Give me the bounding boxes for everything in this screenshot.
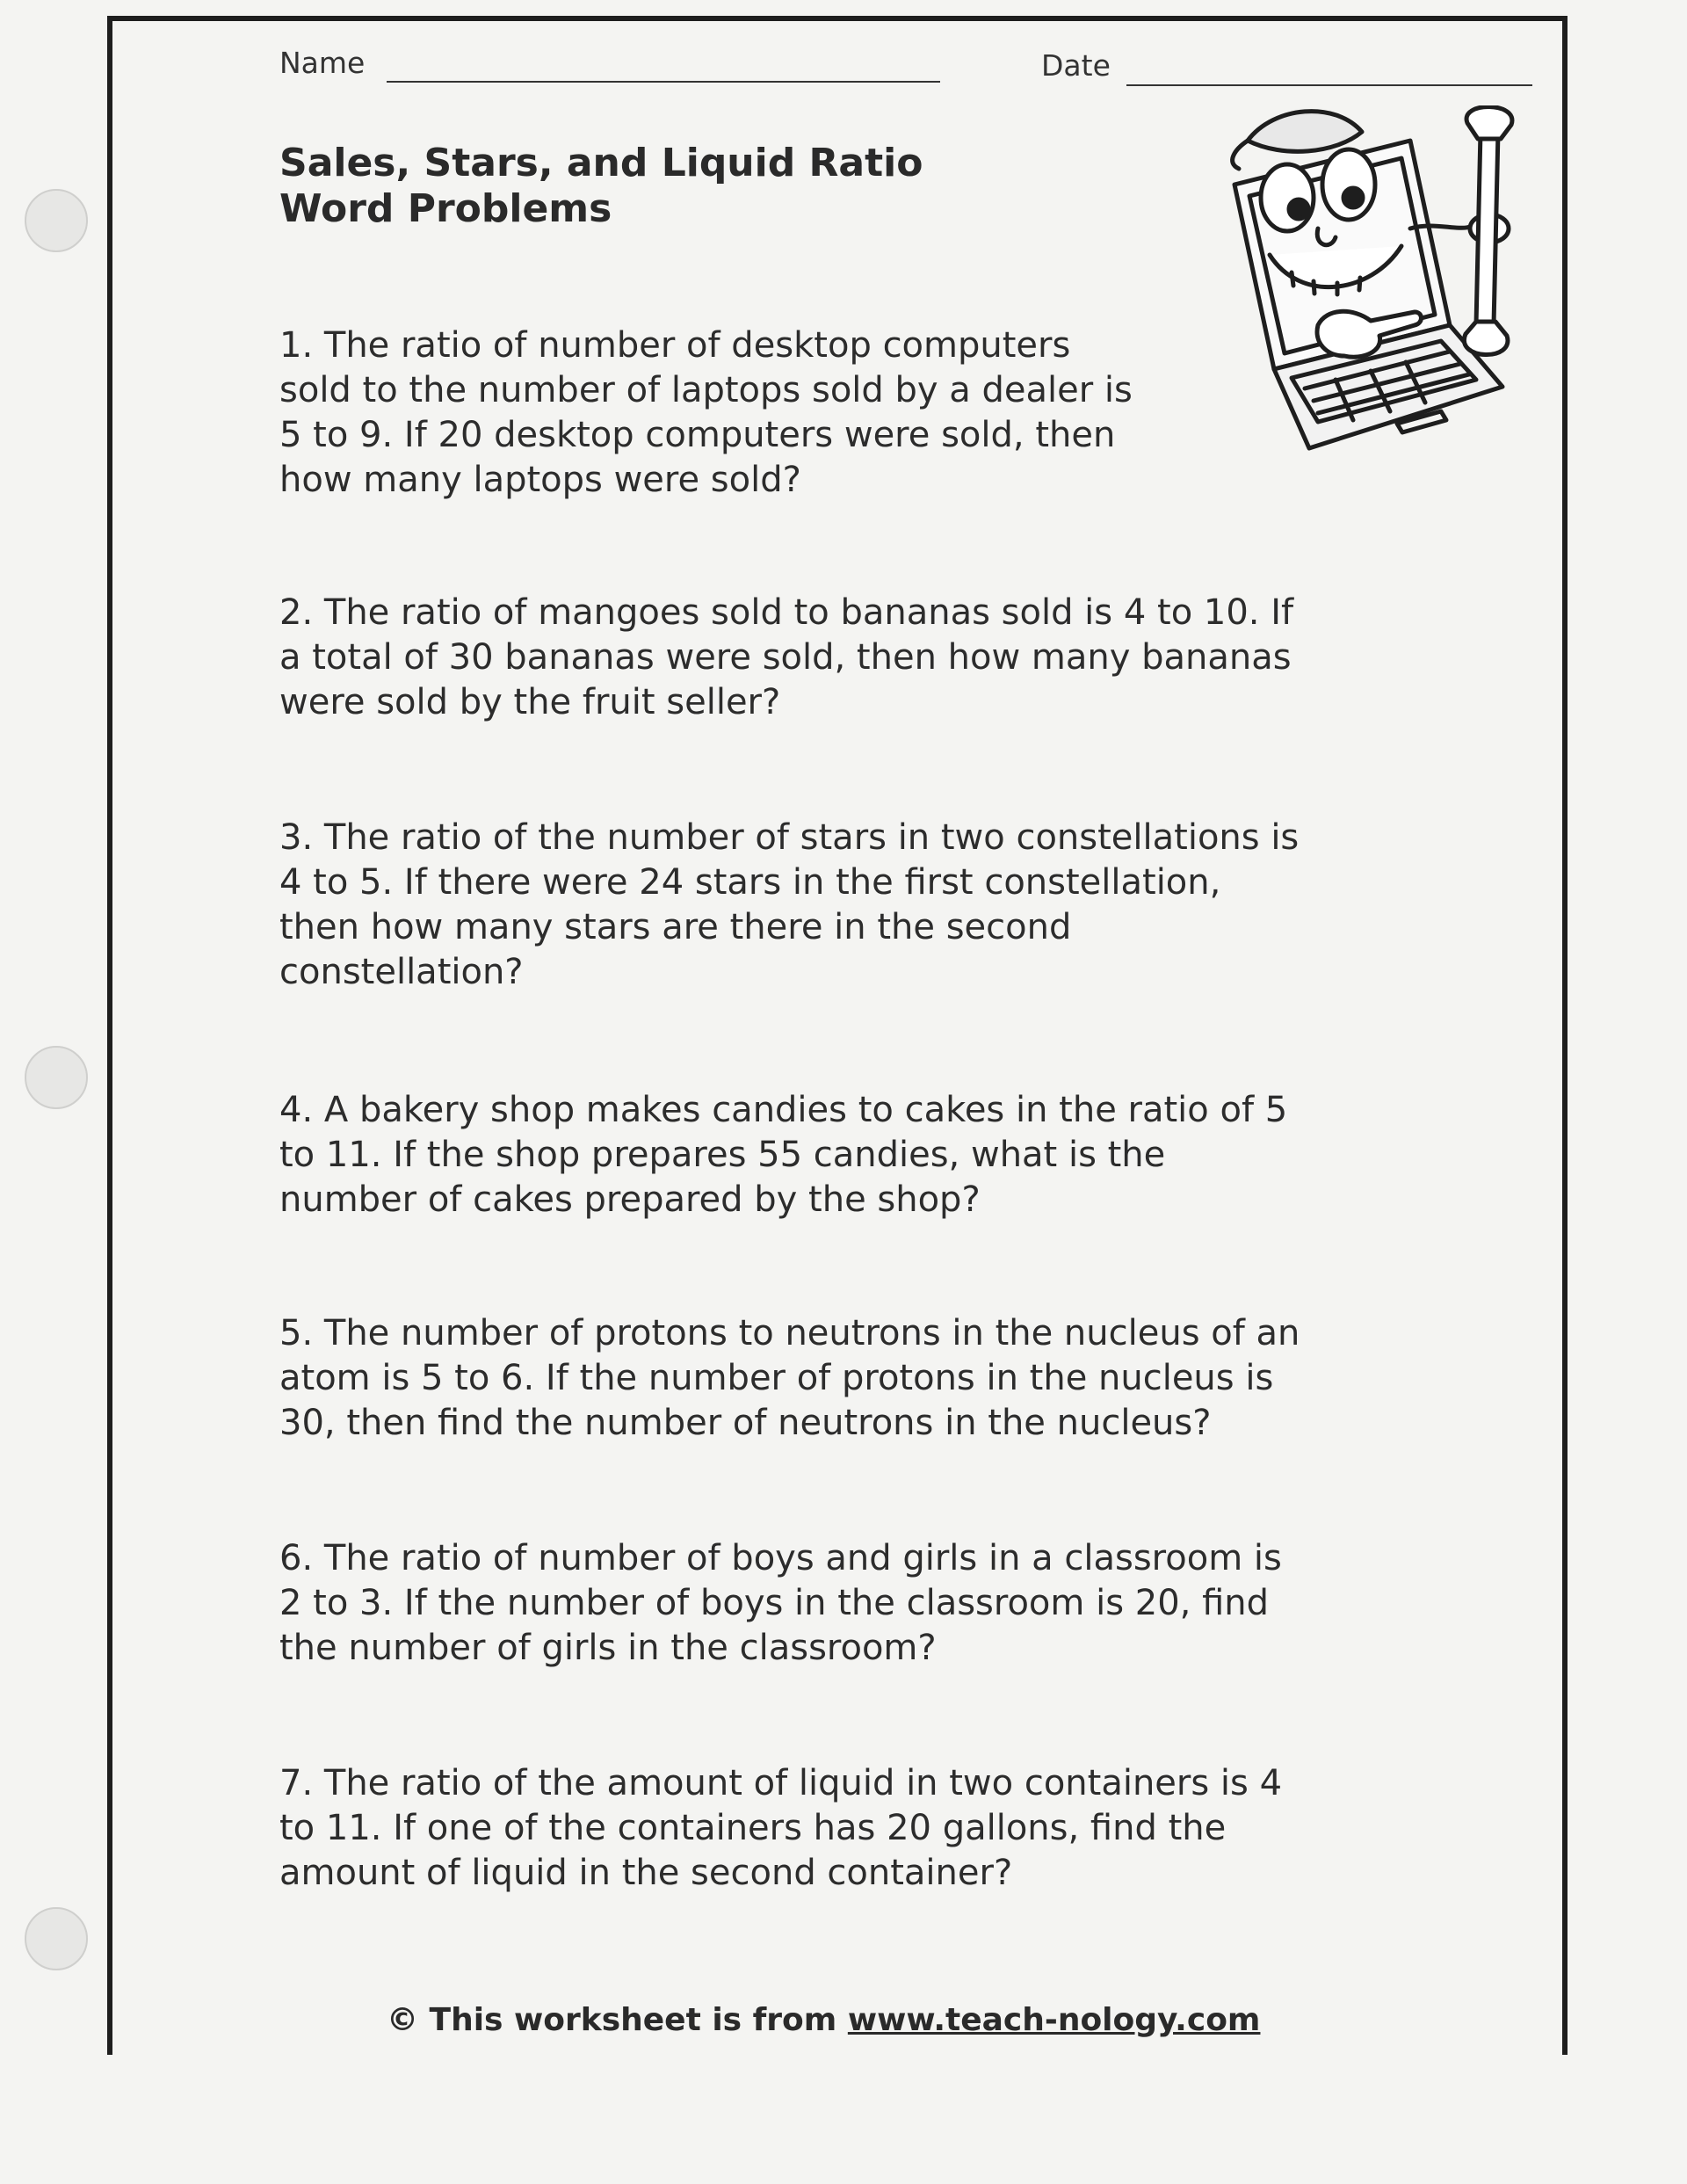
question-4 (279, 1088, 1287, 1223)
question-2 (279, 591, 1293, 725)
question-line: 5. The number of protons to neutrons in the nucleus of an (279, 1313, 1300, 1353)
question-line: atom is 5 to 6. If the number of protons in the nucleus is (279, 1358, 1274, 1398)
punch-hole (25, 1046, 88, 1109)
name-label: Name (279, 46, 366, 80)
question-line: constellation? (279, 952, 524, 992)
question-line: amount of liquid in the second container? (279, 1853, 1013, 1893)
question-line: a total of 30 bananas were sold, then how many bananas (279, 637, 1292, 678)
question-line: the number of girls in the classroom? (279, 1628, 937, 1668)
name-field[interactable] (387, 81, 940, 83)
question-line: to 11. If the shop prepares 55 candies, what is the (279, 1135, 1166, 1175)
question-line: sold to the number of laptops sold by a dealer is (279, 370, 1133, 410)
question-line: 2. The ratio of mangoes sold to bananas sold is 4 to 10. If (279, 592, 1294, 633)
question-line: 1. The ratio of number of desktop computers (279, 325, 1071, 366)
worksheet-title (279, 141, 923, 232)
title-line: Word Problems (279, 186, 612, 231)
punch-hole (25, 1907, 88, 1970)
question-5 (279, 1311, 1300, 1446)
question-line: were sold by the fruit seller? (279, 682, 781, 722)
question-line: to 11. If one of the containers has 20 gallons, find the (279, 1808, 1227, 1848)
question-line: 4 to 5. If there were 24 stars in the first constellation, (279, 862, 1221, 903)
footer-text: © This worksheet is from (387, 2002, 848, 2038)
copyright-footer (387, 2002, 1260, 2038)
title-line: Sales, Stars, and Liquid Ratio (279, 141, 923, 185)
question-line: 6. The ratio of number of boys and girls in a classroom is (279, 1538, 1282, 1578)
date-field[interactable] (1126, 84, 1532, 86)
date-label: Date (1041, 48, 1111, 83)
question-line: 4. A bakery shop makes candies to cakes in the ratio of 5 (279, 1090, 1288, 1130)
question-3 (279, 816, 1299, 995)
question-line: number of cakes prepared by the shop? (279, 1179, 981, 1220)
footer-link[interactable]: www.teach-nology.com (847, 2002, 1261, 2038)
question-6 (279, 1536, 1282, 1671)
punch-hole (25, 189, 88, 252)
question-line: 3. The ratio of the number of stars in two constellations is (279, 817, 1300, 858)
question-7 (279, 1761, 1282, 1896)
question-line: 2 to 3. If the number of boys in the classroom is 20, find (279, 1583, 1270, 1623)
laptop-mascot-with-wrench-icon (1186, 105, 1546, 466)
question-1 (279, 323, 1133, 503)
question-line: 5 to 9. If 20 desktop computers were sold, then (279, 415, 1116, 455)
question-line: 7. The ratio of the amount of liquid in two containers is 4 (279, 1763, 1283, 1803)
question-line: 30, then find the number of neutrons in the nucleus? (279, 1403, 1212, 1443)
question-line: then how many stars are there in the second (279, 907, 1072, 947)
question-line: how many laptops were sold? (279, 460, 801, 500)
